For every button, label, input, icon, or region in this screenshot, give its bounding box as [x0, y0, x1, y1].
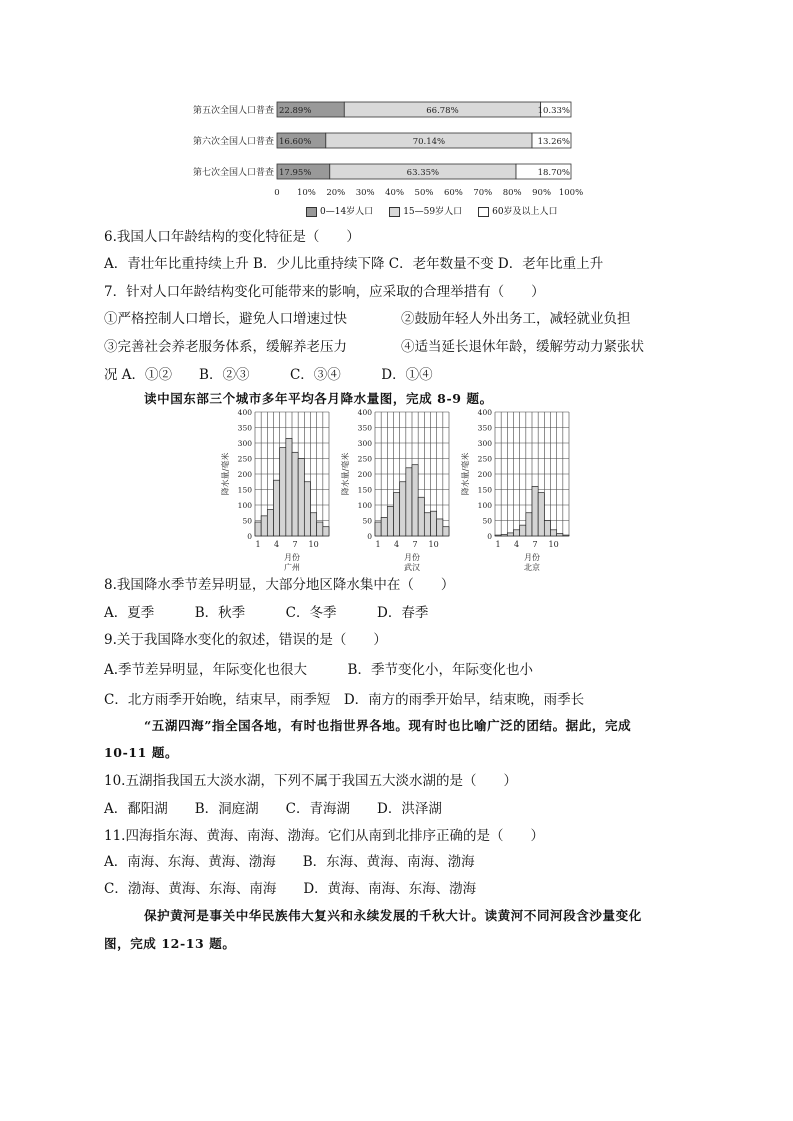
y-tick-label: 100 [237, 501, 252, 510]
y-tick-label: 350 [477, 423, 492, 433]
data-label: 22.89% [279, 106, 312, 116]
precipitation-bar [551, 530, 557, 536]
precipitation-bar [400, 482, 406, 536]
reading-prompt: 10-11 题。 [104, 745, 179, 760]
legend-item [478, 204, 557, 217]
y-axis-label: 降水量/毫米 [341, 452, 350, 496]
y-tick-label: 350 [237, 423, 252, 433]
y-tick-label: 400 [357, 408, 372, 417]
question-line: C．渤海、黄海、东海、南海 D．黄海、南海、东海、渤海 [104, 881, 477, 897]
precipitation-bar [532, 486, 538, 536]
reading-prompt: 保护黄河是事关中华民族伟大复兴和永续发展的千秋大计。读黄河不同河段含沙量变化 [144, 908, 642, 923]
precipitation-bar [501, 534, 507, 536]
legend-label: 15—59岁人口 [403, 207, 463, 217]
x-tick-label: 50% [414, 188, 434, 198]
y-tick-label: 50 [362, 516, 372, 526]
x-tick-label: 40% [385, 188, 405, 198]
x-tick-label: 10 [308, 540, 319, 549]
data-label: 16.60% [279, 137, 312, 147]
precipitation-bar [544, 521, 550, 537]
x-tick-label: 1 [495, 540, 501, 549]
precipitation-bar [292, 452, 298, 536]
reading-prompt: 图，完成 12-13 题。 [104, 936, 236, 951]
x-tick-label: 0 [274, 188, 280, 198]
y-tick-label: 250 [237, 454, 252, 464]
y-tick-label: 50 [242, 516, 252, 526]
reading-prompt: 读中国东部三个城市多年平均各月降水量图，完成 8-9 题。 [144, 391, 493, 406]
city-label: 北京 [524, 563, 540, 572]
x-tick-label: 4 [274, 540, 280, 549]
question-line: 9.关于我国降水变化的叙述，错误的是（ ） [104, 632, 387, 648]
precipitation-bar [507, 533, 513, 536]
x-tick-label: 10% [296, 188, 316, 198]
question-line: ①严格控制人口增长，避免人口增速过快 ②鼓励年轻人外出务工，减轻就业负担 [104, 311, 631, 327]
data-label: 18.70% [537, 168, 570, 178]
x-tick-label: 20% [326, 188, 346, 198]
y-tick-label: 0 [247, 532, 252, 541]
precipitation-bar [317, 522, 323, 536]
question-line: ③完善社会养老服务体系，缓解养老压力 ④适当延长退休年龄，缓解劳动力紧张状 [104, 339, 644, 355]
legend-swatch [389, 207, 400, 217]
precipitation-bar [557, 534, 563, 536]
precipitation-bar [280, 448, 286, 536]
precipitation-bar [387, 507, 393, 536]
reading-prompt: “五湖四海”指全国各地，有时也指世界各地。现有时也比喻广泛的团结。据此，完成 [144, 718, 632, 733]
city-label: 武汉 [404, 563, 420, 572]
question-line: 10.五湖指我国五大淡水湖，下列不属于我国五大淡水湖的是（ ） [104, 773, 517, 789]
legend-swatch [478, 207, 489, 217]
x-axis-label: 月份 [524, 553, 540, 562]
precipitation-bar [563, 535, 569, 536]
question-line: 6.我国人口年龄结构的变化特征是（ ） [104, 229, 360, 245]
x-tick-label: 7 [292, 540, 298, 549]
precipitation-bar [431, 511, 437, 536]
y-tick-label: 150 [237, 485, 252, 495]
x-tick-label: 1 [255, 540, 261, 549]
question-line: C．北方雨季开始晚，结束早，雨季短 D．南方的雨季开始早，结束晚，雨季长 [104, 692, 585, 708]
question-line: A．南海、东海、黄海、渤海 B．东海、黄海、南海、渤海 [104, 854, 475, 870]
y-tick-label: 300 [477, 439, 492, 448]
question-line: 7．针对人口年龄结构变化可能带来的影响，应采取的合理举措有（ ） [104, 284, 545, 300]
legend-item [306, 204, 373, 217]
y-tick-label: 250 [477, 454, 492, 464]
population-age-structure-chart [186, 96, 586, 200]
precipitation-bar [381, 517, 387, 536]
question-line: A．夏季 B．秋季 C．冬季 D．春季 [104, 605, 429, 621]
precipitation-bar [298, 459, 304, 537]
category-label: 第五次全国人口普查 [192, 106, 274, 116]
y-tick-label: 200 [477, 470, 492, 479]
x-tick-label: 70% [473, 188, 493, 198]
data-label: 63.35% [406, 168, 440, 178]
x-tick-label: 7 [532, 540, 538, 549]
question-line: 况 A．①② B．②③ C．③④ D．①④ [104, 367, 433, 383]
legend-item [389, 204, 462, 217]
data-label: 70.14% [412, 137, 446, 147]
precipitation-chart-beijing [458, 404, 576, 576]
x-tick-label: 10 [548, 540, 559, 549]
precipitation-bar [304, 482, 310, 536]
precipitation-chart-guangzhou [218, 404, 336, 576]
y-tick-label: 100 [357, 501, 372, 510]
precipitation-bar [412, 465, 418, 536]
x-axis-label: 月份 [404, 553, 420, 562]
precipitation-bar [443, 527, 449, 536]
x-tick-label: 30% [355, 188, 375, 198]
city-label: 广州 [284, 563, 300, 572]
precipitation-bar [255, 522, 261, 536]
question-line: A.季节差异明显，年际变化也很大 B．季节变化小，年际变化也小 [104, 662, 533, 678]
precipitation-bar [274, 480, 280, 536]
y-tick-label: 300 [357, 439, 372, 448]
precipitation-bar [520, 525, 526, 536]
question-line: A．青壮年比重持续上升 B．少儿比重持续下降 C．老年数量不变 D．老年比重上升 [104, 256, 604, 272]
precipitation-bar [375, 522, 381, 536]
x-tick-label: 10 [428, 540, 439, 549]
precipitation-bar [406, 468, 412, 536]
y-tick-label: 150 [357, 485, 372, 495]
data-label: 10.33% [537, 106, 570, 116]
y-tick-label: 200 [237, 470, 252, 479]
precipitation-bar [267, 510, 273, 536]
data-label: 13.26% [537, 137, 570, 147]
y-tick-label: 0 [487, 532, 492, 541]
category-label: 第六次全国人口普查 [192, 137, 274, 147]
y-tick-label: 400 [477, 408, 492, 417]
precipitation-bar [514, 530, 520, 536]
y-tick-label: 0 [367, 532, 372, 541]
y-axis-label: 降水量/毫米 [221, 452, 230, 496]
x-axis-label: 月份 [284, 553, 300, 562]
y-tick-label: 350 [357, 423, 372, 433]
precipitation-bar [394, 493, 400, 536]
precipitation-bar [323, 527, 329, 536]
x-tick-label: 60% [443, 188, 463, 198]
y-tick-label: 200 [357, 470, 372, 479]
category-label: 第七次全国人口普查 [192, 168, 274, 178]
precipitation-bar [526, 513, 532, 536]
legend-label: 60岁及以上人口 [492, 207, 558, 217]
precipitation-bar [538, 493, 544, 536]
x-tick-label: 4 [394, 540, 400, 549]
data-label: 66.78% [426, 106, 459, 116]
x-tick-label: 100% [558, 188, 584, 198]
legend-label: 0—14岁人口 [320, 207, 374, 217]
y-tick-label: 50 [482, 516, 492, 526]
question-line: A．鄱阳湖 B．洞庭湖 C．青海湖 D．洪泽湖 [104, 801, 442, 817]
y-axis-label: 降水量/毫米 [461, 452, 470, 496]
precipitation-bar [286, 438, 292, 536]
x-tick-label: 4 [514, 540, 520, 549]
question-line: 11.四海指东海、黄海、南海、渤海。它们从南到北排序正确的是（ ） [104, 828, 544, 844]
precipitation-bar [437, 519, 443, 536]
y-tick-label: 400 [237, 408, 252, 417]
y-tick-label: 250 [357, 454, 372, 464]
y-tick-label: 300 [237, 439, 252, 448]
y-tick-label: 150 [477, 485, 492, 495]
x-tick-label: 90% [532, 188, 552, 198]
population-chart-legend [306, 204, 558, 217]
precipitation-bar [424, 513, 430, 536]
legend-swatch [306, 207, 317, 217]
precipitation-bar [261, 516, 267, 536]
precipitation-bar [418, 497, 424, 536]
y-tick-label: 100 [477, 501, 492, 510]
x-tick-label: 80% [502, 188, 522, 198]
x-tick-label: 7 [412, 540, 418, 549]
precipitation-chart-wuhan [338, 404, 456, 576]
data-label: 17.95% [279, 168, 312, 178]
question-line: 8.我国降水季节差异明显，大部分地区降水集中在（ ） [104, 577, 455, 593]
precipitation-bar [495, 535, 501, 536]
x-tick-label: 1 [375, 540, 381, 549]
precipitation-bar [311, 513, 317, 536]
